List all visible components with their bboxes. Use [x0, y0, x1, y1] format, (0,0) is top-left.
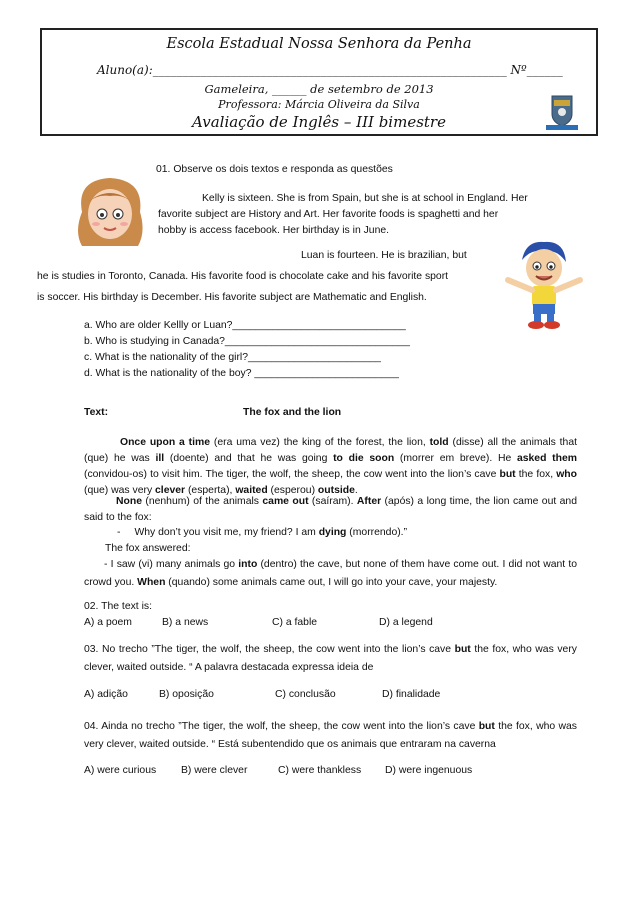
story-p1-s8: (morrer em breve). He: [394, 453, 517, 464]
story-p1-s6: (doente) and that he was going: [164, 453, 334, 464]
dialog-1-s3: (morrendo).”: [346, 527, 408, 538]
text-label: Text:: [84, 407, 109, 418]
fox-answered: The fox answered:: [105, 543, 191, 554]
story-p1-s16: (esperta),: [185, 485, 236, 496]
story-p1-s17: waited: [235, 485, 268, 496]
evaluation-title: Avaliação de Inglês – III bimestre: [192, 113, 446, 131]
story-p1-s15: clever: [155, 485, 186, 496]
story-dialog-1: [117, 526, 407, 540]
luan-line-2: he is studies in Toronto, Canada. His favorite food is chocolate cake and his favorite sport: [37, 271, 449, 282]
story-p2-s6: (após) a long time, the lion came out and said to the fox:: [84, 496, 577, 523]
story-p2-s1: None: [116, 496, 142, 507]
date-line: Gameleira, ______ de setembro de 2013: [204, 82, 434, 96]
story-p1-s1: Once upon a time: [120, 437, 211, 448]
story-p1-s13: who: [556, 469, 577, 480]
state-seal-icon: [542, 92, 582, 132]
luan-line-1: Luan is fourteen. He is brazilian, but: [301, 250, 467, 261]
story-dialog-2: [84, 556, 577, 592]
q3-s1: 03. No trecho ”The tiger, the wolf, the sheep, the cow went into the lion’s cave: [84, 644, 455, 655]
kelly-line-1: Kelly is sixteen. She is from Spain, but she is at school in England. Her: [202, 193, 528, 204]
dialog-1-dash: -: [117, 527, 121, 538]
q4-s2: but: [478, 721, 495, 732]
q3-s2: but: [454, 644, 471, 655]
story-title: The fox and the lion: [243, 407, 342, 418]
dialog-2-s4: When: [137, 577, 166, 588]
q3-option-a: A) adição: [84, 689, 128, 700]
story-p2-s3: came out: [262, 496, 309, 507]
question-4-prompt: [84, 718, 577, 754]
story-p1-s20: .: [354, 485, 358, 496]
story-paragraph-1: [84, 435, 577, 499]
story-p1-s4: (disse) all the animals that (que) he was: [84, 437, 577, 464]
story-p1-s11: but: [499, 469, 516, 480]
girl-cartoon-icon: [62, 172, 158, 252]
q2-option-d: D) a legend: [379, 617, 433, 628]
q2-option-c: C) a fable: [272, 617, 318, 628]
question-1a: a. Who are older Kellly or Luan?______________________________: [84, 320, 406, 331]
header-box: [40, 28, 598, 136]
story-p1-s12: the fox,: [515, 469, 557, 480]
question-1b: b. Who is studying in Canada?________________________________: [84, 336, 410, 347]
question-3-prompt: [84, 641, 577, 677]
dialog-2-s3: (dentro) the cave, but none of them have come out. I did not want to crowd you.: [84, 559, 577, 588]
q3-s3: the fox, who was very clever, waited outside. “ A palavra destacada expressa ideia de: [84, 644, 577, 673]
dialog-1-s2: dying: [318, 527, 347, 538]
student-name-line: Aluno(a):___________________________________________________________ Nº______: [97, 63, 563, 77]
kelly-line-2: favorite subject are History and Art. Her favorite foods is spaghetti and her: [158, 209, 499, 220]
q4-option-b: B) were clever: [181, 765, 248, 776]
q3-option-c: C) conclusão: [275, 689, 336, 700]
question-2-prompt: 02. The text is:: [84, 601, 152, 612]
q2-option-a: A) a poem: [84, 617, 132, 628]
q3-option-d: D) finalidade: [382, 689, 441, 700]
dialog-2-s2: into: [238, 559, 258, 570]
kelly-line-3: hobby is access facebook. Her birthday is in June.: [158, 225, 390, 236]
question-1d: d. What is the nationality of the boy? _________________________: [84, 368, 399, 379]
kelly-paragraph: [158, 191, 577, 239]
story-p1-s18: (esperou): [267, 485, 318, 496]
story-p2-s5: After: [356, 496, 382, 507]
story-p1-s14: (que) was very: [84, 485, 156, 496]
q4-option-d: D) were ingenuous: [385, 765, 473, 776]
q3-option-b: B) oposição: [159, 689, 214, 700]
q4-option-a: A) were curious: [84, 765, 157, 776]
school-name: Escola Estadual Nossa Senhora da Penha: [166, 36, 472, 52]
dialog-2-s1: - I saw (vi) many animals go: [104, 559, 239, 570]
luan-line-3: is soccer. His birthday is December. His favorite subject are Mathematic and English.: [37, 292, 427, 303]
question-1-prompt: 01. Observe os dois textos e responda as questões: [156, 164, 393, 175]
q4-s1: 04. Ainda no trecho ”The tiger, the wolf, the sheep, the cow went into the lion’s cave: [84, 721, 479, 732]
story-paragraph-2: [84, 494, 577, 526]
story-p1-s5: ill: [155, 453, 165, 464]
dialog-2-s5: (quando) some animals came out, I will go into your cave, your majesty.: [165, 577, 498, 588]
story-p2-s2: (nenhum) of the animals: [141, 496, 263, 507]
dialog-1-s1: Why don’t you visit me, my friend? I am: [134, 527, 319, 538]
q2-option-b: B) a news: [162, 617, 209, 628]
story-p1-s3: told: [429, 437, 449, 448]
story-p1-s2: (era uma vez) the king of the forest, the lion,: [210, 437, 430, 448]
story-p1-s7: to die soon: [333, 453, 395, 464]
teacher-line: Professora: Márcia Oliveira da Silva: [218, 98, 420, 111]
boy-cartoon-icon: [500, 238, 586, 330]
q4-option-c: C) were thankless: [278, 765, 362, 776]
story-p2-s4: (saíram).: [308, 496, 357, 507]
q4-s3: the fox, who was very clever, waited outside. “ Está subentendido que os animais que entraram na caverna: [84, 721, 577, 750]
story-p1-s10: (convidou-os) to visit him. The tiger, the wolf, the sheep, the cow went into the lion’s cave: [84, 469, 500, 480]
story-p1-s9: asked them: [516, 453, 577, 464]
question-1c: c. What is the nationality of the girl?_______________________: [84, 352, 381, 363]
story-p1-s19: outside: [317, 485, 355, 496]
